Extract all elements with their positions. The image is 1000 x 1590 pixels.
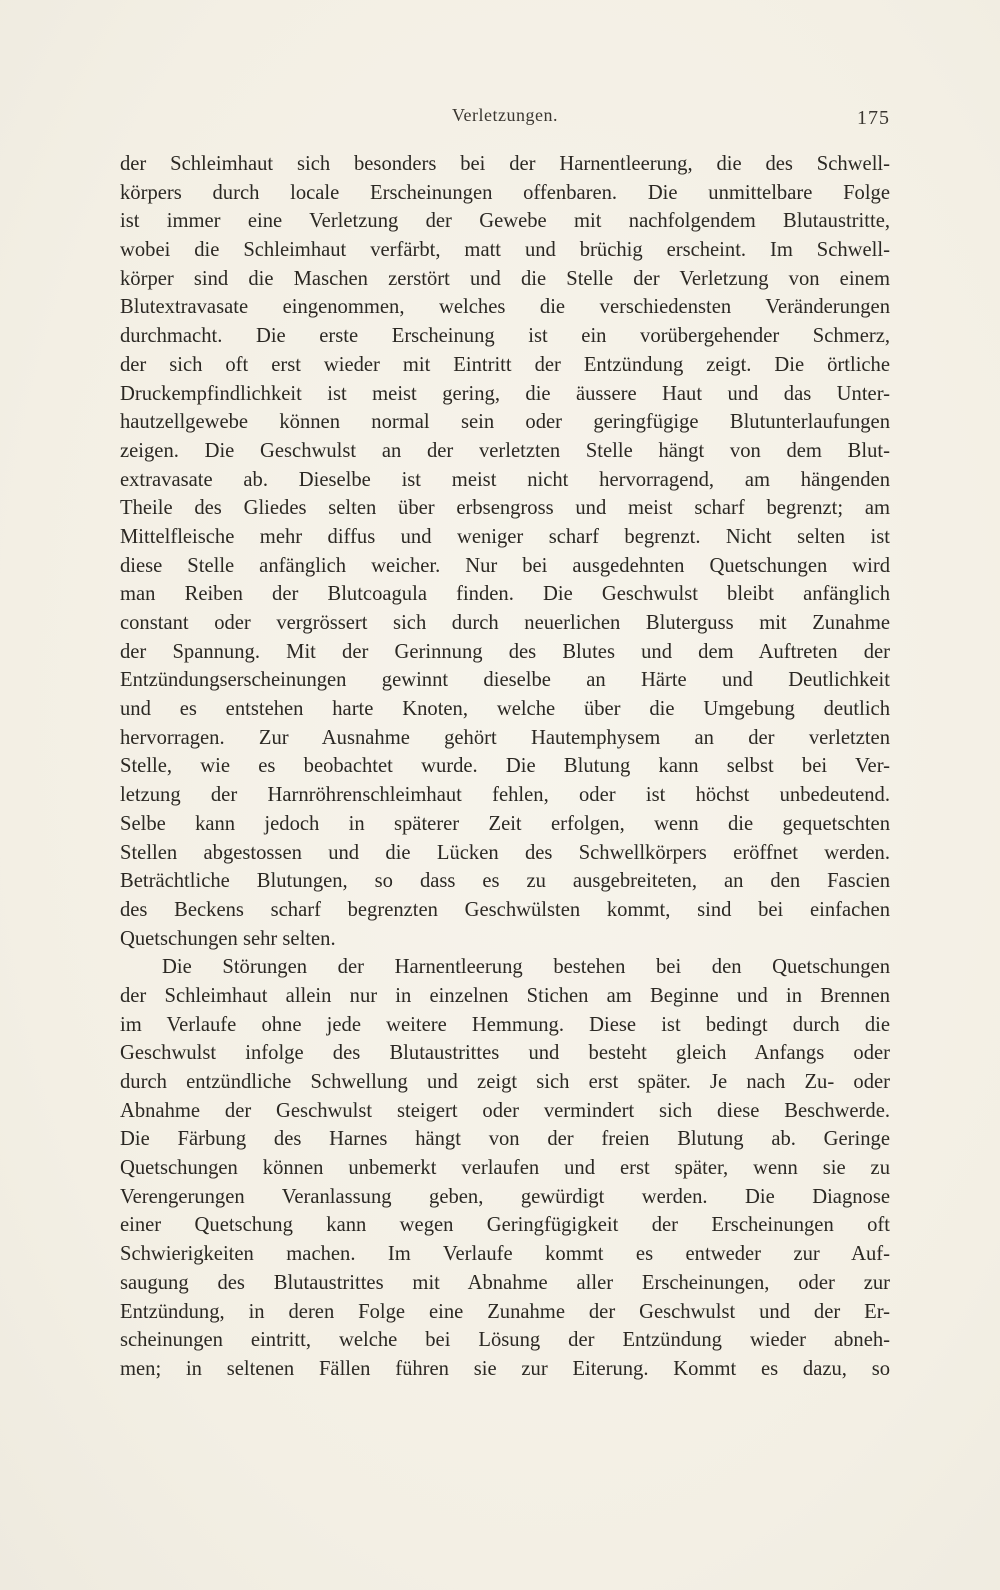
text-line: letzung der Harnröhrenschleimhaut fehlen, oder ist höchst unbedeutend. [120,784,890,807]
paragraph [120,150,890,953]
text-line: men; in seltenen Fällen führen sie zur Eiterung. Kommt es dazu, so [120,1357,890,1380]
text-line: diese Stelle anfänglich weicher. Nur bei ausgedehnten Quetschungen wird [120,554,890,577]
text-line: Stelle, wie es beobachtet wurde. Die Blutung kann selbst bei Ver- [120,755,890,778]
text-line: Druckempfindlichkeit ist meist gering, die äussere Haut und das Unter- [120,382,890,405]
text-line: der Schleimhaut allein nur in einzelnen Stichen am Beginne und in Brennen [120,984,890,1007]
text-line: Quetschungen sehr selten. [120,927,336,950]
running-title: Verletzungen. [452,105,558,125]
text-line: der Spannung. Mit der Gerinnung des Blutes und dem Auftreten der [120,640,890,663]
text-line: durch entzündliche Schwellung und zeigt sich erst später. Je nach Zu- oder [120,1071,890,1093]
text-line: Stellen abgestossen und die Lücken des Schwellkörpers eröffnet werden. [120,841,890,864]
text-line: Entzündungserscheinungen gewinnt dieselbe an Härte und Deutlichkeit [120,669,890,692]
body-text [120,150,890,1384]
text-line: constant oder vergrössert sich durch neuerlichen Bluterguss mit Zunahme [120,612,890,634]
text-line: Abnahme der Geschwulst steigert oder vermindert sich diese Beschwerde. [120,1099,890,1122]
text-line: Quetschungen können unbemerkt verlaufen und erst später, wenn sie zu [120,1157,890,1180]
text-line: saugung des Blutaustrittes mit Abnahme aller Erscheinungen, oder zur [120,1271,890,1294]
text-line: hervorragen. Zur Ausnahme gehört Hautemphysem an der verletzten [120,726,890,749]
text-line: wobei die Schleimhaut verfärbt, matt und brüchig erscheint. Im Schwell- [120,239,890,262]
text-line: Selbe kann jedoch in späterer Zeit erfolgen, wenn die gequetschten [120,812,890,835]
text-line: Theile des Gliedes selten über erbsengross und meist scharf begrenzt; am [120,497,890,520]
text-line: durchmacht. Die erste Erscheinung ist ein vorübergehender Schmerz, [120,325,890,348]
text-line: hautzellgewebe können normal sein oder geringfügige Blutunterlaufungen [120,411,890,434]
text-line: Verengerungen Veranlassung geben, gewürdigt werden. Die Diagnose [120,1185,890,1208]
text-line: Die Störungen der Harnentleerung bestehen bei den Quetschungen [162,956,890,979]
text-line: zeigen. Die Geschwulst an der verletzten Stelle hängt von dem Blut- [120,439,890,462]
text-line: Beträchtliche Blutungen, so dass es zu ausgebreiteten, an den Fascien [120,870,890,893]
text-line: körper sind die Maschen zerstört und die Stelle der Verletzung von einem [120,267,890,290]
text-line: im Verlaufe ohne jede weitere Hemmung. Diese ist bedingt durch die [120,1013,890,1036]
running-head [120,105,890,135]
text-line: extravasate ab. Dieselbe ist meist nicht hervorragend, am hängenden [120,468,890,491]
text-line: der sich oft erst wieder mit Eintritt der Entzündung zeigt. Die örtliche [120,353,890,376]
text-line: Blutextravasate eingenommen, welches die verschiedensten Veränderungen [120,296,890,319]
text-line: scheinungen eintritt, welche bei Lösung der Entzündung wieder abneh- [120,1329,890,1352]
text-line: Schwierigkeiten machen. Im Verlaufe kommt es entweder zur Auf- [120,1243,890,1266]
text-line: körpers durch locale Erscheinungen offenbaren. Die unmittelbare Folge [120,181,890,204]
text-line: und es entstehen harte Knoten, welche über die Umgebung deutlich [120,698,890,721]
text-line: einer Quetschung kann wegen Geringfügigkeit der Erscheinungen oft [120,1214,890,1237]
text-line: der Schleimhaut sich besonders bei der Harnentleerung, die des Schwell- [120,153,890,175]
text-line: Die Färbung des Harnes hängt von der freien Blutung ab. Geringe [120,1128,890,1151]
text-line: Entzündung, in deren Folge eine Zunahme der Geschwulst und der Er- [120,1300,890,1323]
text-line: ist immer eine Verletzung der Gewebe mit nachfolgendem Blutaustritte, [120,210,890,233]
text-line: Mittelfleische mehr diffus und weniger scharf begrenzt. Nicht selten ist [120,525,890,548]
text-line: man Reiben der Blutcoagula finden. Die Geschwulst bleibt anfänglich [120,583,890,606]
paragraph [120,953,890,1383]
page-number: 175 [857,107,890,129]
text-line: des Beckens scharf begrenzten Geschwülsten kommt, sind bei einfachen [120,898,890,921]
text-line: Geschwulst infolge des Blutaustrittes und besteht gleich Anfangs oder [120,1042,890,1065]
